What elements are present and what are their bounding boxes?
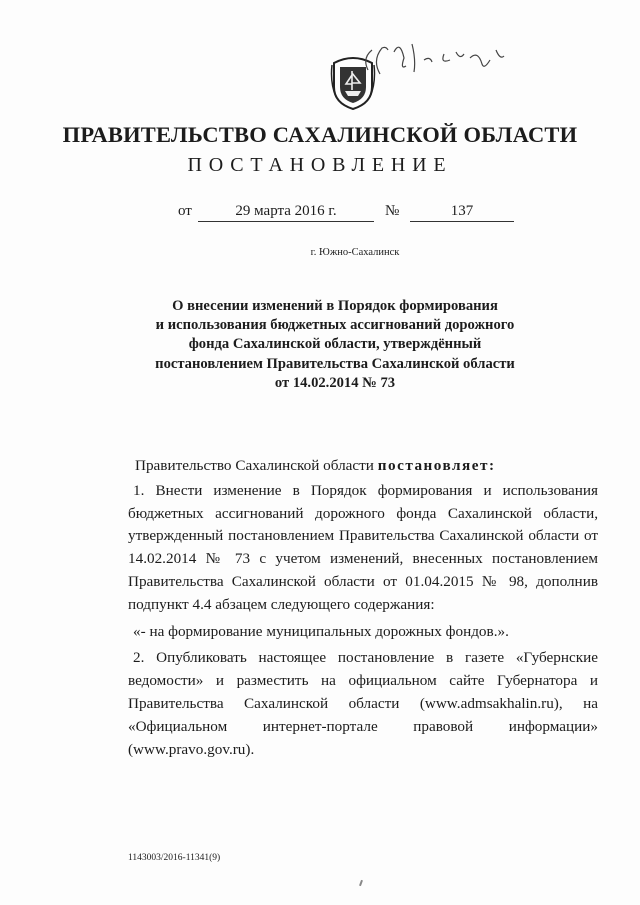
quote-paragraph: «- на формирование муниципальных дорожных фондов.».: [133, 622, 509, 640]
heading-line: от 14.02.2014 № 73: [274, 374, 396, 391]
document-code: 1143003/2016-11341(9): [128, 853, 221, 863]
number-label: №: [385, 203, 400, 219]
number-value: 137: [410, 203, 514, 222]
handwritten-note: [360, 30, 510, 90]
item-2-paragraph: 2. Опубликовать настоящее постановление в газете «Губернские ведомости» и разместить на официальном сайте Губернатора и Правительства Сахалинской области (www.admsakhalin.ru), на «Официальном интернет-портале правовой информации» (www.pravo.gov.ru).: [128, 649, 598, 758]
intro-text: Правительство Сахалинской области: [135, 457, 374, 474]
intro-paragraph: [128, 455, 598, 478]
document-type: ПОСТАНОВЛЕНИЕ: [187, 154, 453, 176]
heading-line: и использования бюджетных ассигнований дорожного: [155, 317, 515, 334]
heading-line: постановлением Правительства Сахалинской области: [155, 355, 515, 372]
government-title: ПРАВИТЕЛЬСТВО САХАЛИНСКОЙ ОБЛАСТИ: [62, 122, 578, 147]
date-number-line: [0, 203, 640, 223]
heading-line: О внесении изменений в Порядок формирования: [172, 298, 498, 314]
item-1-paragraph: 1. Внести изменение в Порядок формирования и использования бюджетных ассигнований дорожного фонда Сахалинской области, утвержденный постановлением Правительства Сахалинской области от 14.02.2014 № 73 с учетом изменений, внесенных постановлением Правительства Сахалинской области от 01.04.2015 № 98, дополнив подпункт 4.4 абзацем следующего содержания:: [128, 481, 598, 613]
intro-decree-word: постановляет:: [377, 457, 496, 474]
city-name: г. Южно-Сахалинск: [310, 247, 400, 258]
date-from-label: от: [178, 203, 192, 219]
document-heading: [120, 297, 550, 393]
date-value: 29 марта 2016 г.: [198, 203, 374, 222]
document-body: [128, 455, 598, 765]
scan-mark: [359, 880, 363, 886]
heading-line: фонда Сахалинской области, утверждённый: [188, 336, 482, 353]
